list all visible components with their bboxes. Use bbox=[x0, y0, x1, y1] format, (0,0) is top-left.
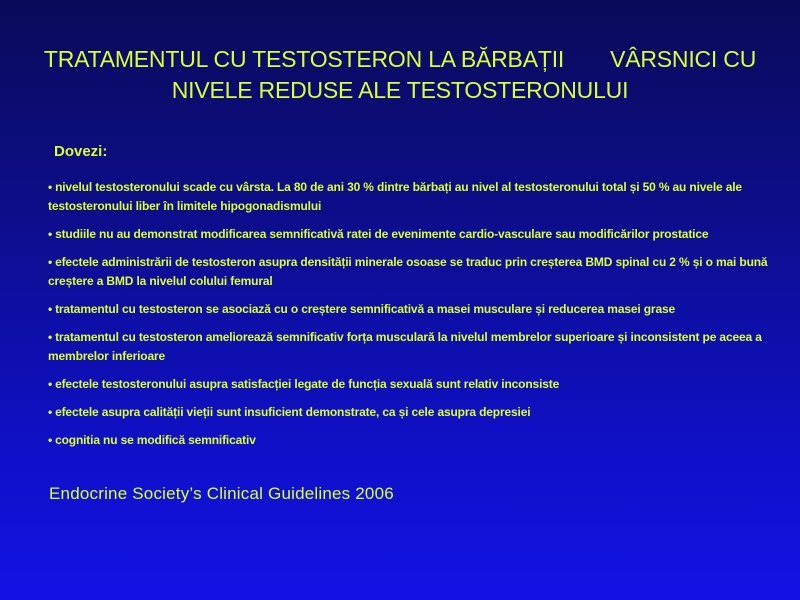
list-item bbox=[48, 253, 770, 291]
list-item bbox=[48, 300, 770, 319]
list-item-text: efectele testosteronului asupra satisfacției legate de funcția sexuală sunt relativ inconsiste bbox=[55, 377, 560, 391]
slide-title bbox=[30, 44, 770, 106]
list-item-text: studiile nu au demonstrat modificarea semnificativă ratei de evenimente cardio-vasculare sau modificărilor prostatice bbox=[55, 227, 709, 241]
evidence-list bbox=[48, 178, 770, 459]
list-item-text: efectele administrării de testosteron asupra densității minerale osoase se traduc prin creșterea BMD spinal cu 2 % și o mai bună creștere a BMD la nivelul colului femural bbox=[48, 255, 768, 288]
title-part-1: TRATAMENTUL CU TESTOSTERON LA BĂRBAȚII bbox=[43, 46, 565, 72]
title-line-2: NIVELE REDUSE ALE TESTOSTERONULUI bbox=[171, 77, 629, 103]
bullet-icon: • bbox=[48, 377, 53, 391]
bullet-icon: • bbox=[48, 227, 53, 241]
bullet-icon: • bbox=[48, 433, 53, 447]
list-item-text: cognitia nu se modifică semnificativ bbox=[55, 433, 256, 447]
list-item bbox=[48, 375, 770, 394]
list-item bbox=[48, 178, 770, 216]
list-item bbox=[48, 225, 770, 244]
evidence-heading: Dovezi: bbox=[54, 143, 108, 160]
list-item bbox=[48, 431, 770, 450]
bullet-icon: • bbox=[48, 180, 53, 194]
list-item-text: tratamentul cu testosteron ameliorează semnificativ forța musculară la nivelul membrelor superioare și inconsistent pe aceea a membrelor inferioare bbox=[48, 330, 762, 363]
list-item bbox=[48, 403, 770, 422]
list-item bbox=[48, 328, 770, 366]
list-item-text: tratamentul cu testosteron se asociază cu o creștere semnificativă a masei musculare și reducerea masei grase bbox=[55, 302, 676, 316]
title-part-2: VÂRSNICI CU bbox=[610, 46, 757, 72]
list-item-text: nivelul testosteronului scade cu vârsta. La 80 de ani 30 % dintre bărbați au nivel al testosteronului total și 50 % au nivele ale testosteronului liber în limitele hipogonadismului bbox=[48, 180, 742, 213]
source-citation: Endocrine Society’s Clinical Guidelines 2006 bbox=[49, 484, 394, 503]
bullet-icon: • bbox=[48, 302, 53, 316]
bullet-icon: • bbox=[48, 405, 53, 419]
bullet-icon: • bbox=[48, 255, 53, 269]
list-item-text: efectele asupra calității vieții sunt insuficient demonstrate, ca și cele asupra depresiei bbox=[55, 405, 531, 419]
bullet-icon: • bbox=[48, 330, 53, 344]
